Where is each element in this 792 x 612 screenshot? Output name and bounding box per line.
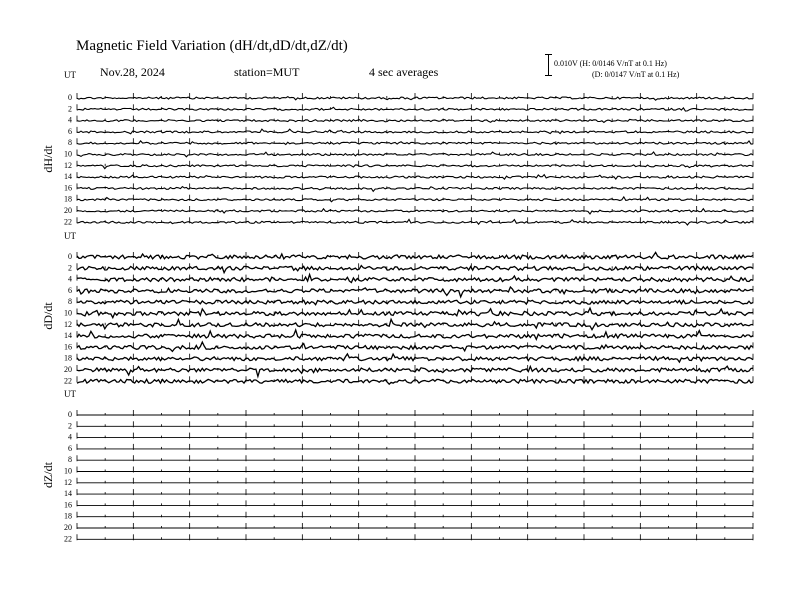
hour-tick-label: 10: [64, 466, 72, 476]
hour-tick-label: 12: [64, 477, 72, 487]
hour-tick-label: 18: [64, 353, 72, 363]
hour-tick-label: 2: [68, 421, 72, 431]
hour-tick-label: 6: [68, 285, 72, 295]
hour-tick-label: 8: [68, 455, 72, 465]
ut-axis-label: UT: [64, 70, 76, 80]
hour-tick-label: 0: [68, 410, 72, 419]
hour-tick-label: 14: [64, 172, 72, 182]
hour-tick-label: 22: [64, 376, 72, 386]
panel-ylabel: dH/dt: [41, 145, 55, 173]
hour-tick-label: 4: [68, 432, 72, 442]
hour-tick-label: 20: [64, 523, 72, 532]
hour-tick-label: 20: [64, 206, 72, 215]
date-label: Nov.28, 2024: [100, 65, 165, 79]
hour-tick-label: 8: [68, 138, 72, 148]
ut-axis-label: UT: [64, 231, 76, 241]
hour-tick-label: 14: [64, 489, 72, 499]
hour-tick-label: 2: [68, 104, 72, 114]
hour-tick-label: 14: [64, 331, 72, 341]
hour-tick-label: 18: [64, 511, 72, 521]
scale-label-d: (D: 0/0147 V/nT at 0.1 Hz): [592, 70, 680, 79]
hour-tick-label: 6: [68, 126, 72, 136]
hour-tick-label: 20: [64, 365, 72, 374]
panel-ylabel: dZ/dt: [41, 462, 55, 488]
scale-label-h: 0.010V (H: 0/0146 V/nT at 0.1 Hz): [554, 59, 667, 68]
hour-tick-label: 0: [68, 252, 72, 261]
hour-tick-label: 22: [64, 217, 72, 227]
station-label: station=MUT: [234, 65, 300, 79]
hour-tick-label: 4: [68, 115, 72, 125]
hour-tick-label: 12: [64, 160, 72, 170]
hour-tick-label: 0: [68, 93, 72, 102]
hour-tick-label: 4: [68, 274, 72, 284]
hour-tick-label: 10: [64, 149, 72, 159]
ut-axis-label: UT: [64, 389, 76, 399]
panel-ylabel: dD/dt: [41, 302, 55, 330]
hour-tick-label: 6: [68, 443, 72, 453]
hour-tick-label: 16: [64, 342, 72, 352]
hour-tick-label: 2: [68, 263, 72, 273]
hour-tick-label: 10: [64, 308, 72, 318]
hour-tick-label: 8: [68, 297, 72, 307]
chart-title: Magnetic Field Variation (dH/dt,dD/dt,dZ/dt): [76, 38, 348, 54]
hour-tick-label: 18: [64, 194, 72, 204]
hour-tick-label: 16: [64, 500, 72, 510]
averaging-label: 4 sec averages: [369, 65, 439, 79]
hour-tick-label: 12: [64, 319, 72, 329]
hour-tick-label: 22: [64, 534, 72, 544]
hour-tick-label: 16: [64, 183, 72, 193]
